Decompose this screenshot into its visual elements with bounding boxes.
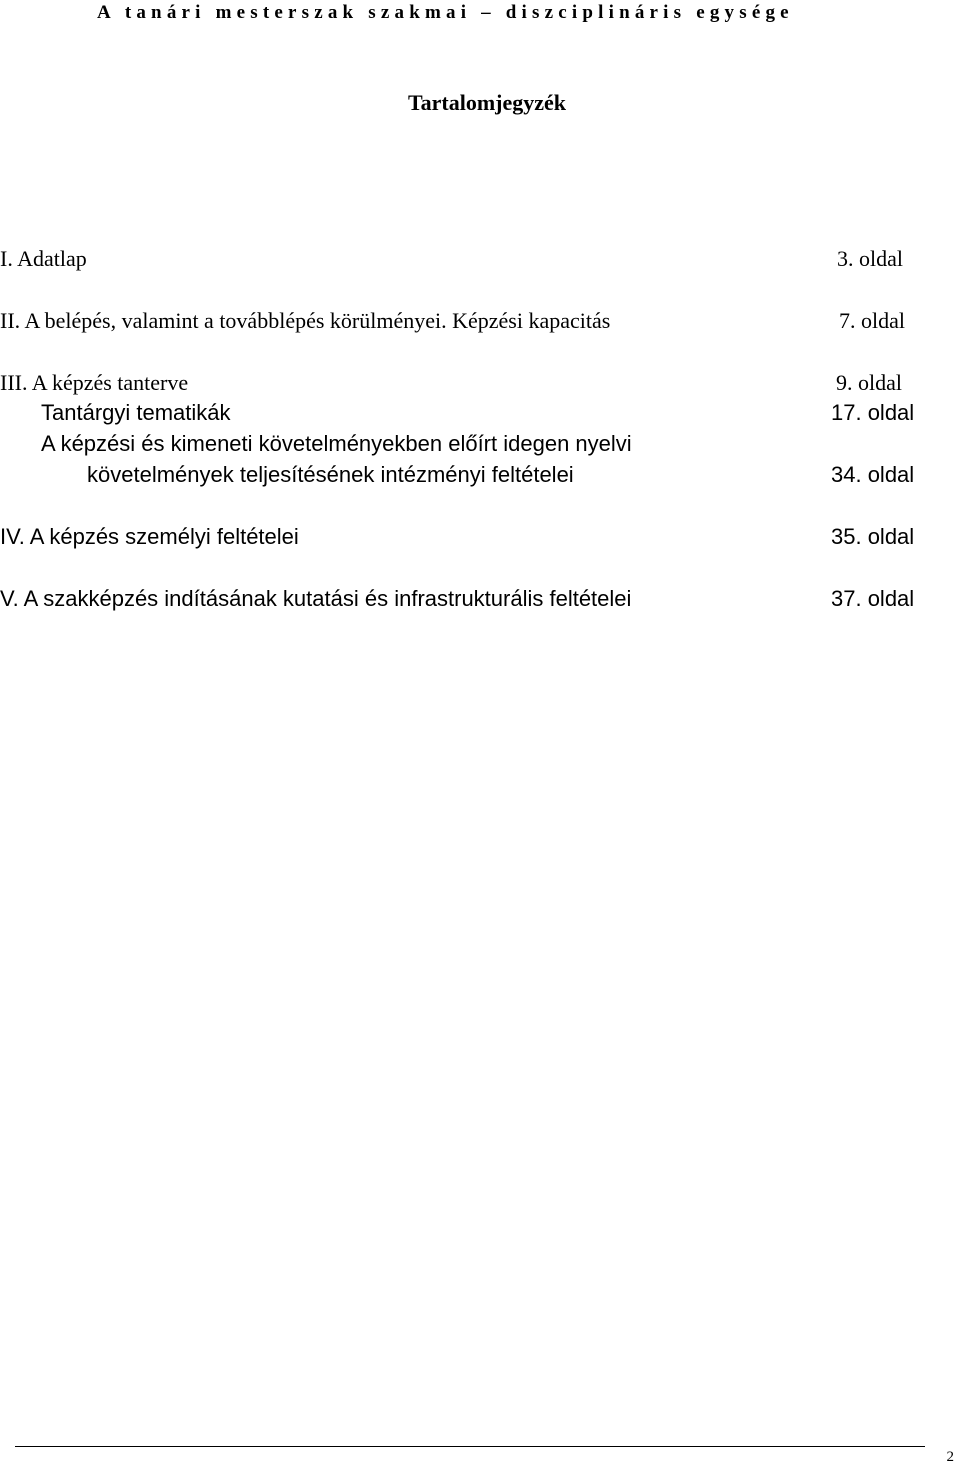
running-header: A tanári mesterszak szakmai – diszciplináris egysége [97,2,794,23]
toc-entry-label: I. Adatlap [0,246,87,271]
toc-entry-page: 37. oldal [831,586,915,611]
toc-entry-page: 9. oldal [836,370,902,395]
toc-entry-label-line1: A képzési és kimeneti követelményekben előírt idegen nyelvi [41,431,632,456]
toc-entry-label: IV. A képzés személyi feltételei [0,524,299,549]
toc-entry-label-line2: követelmények teljesítésének intézményi feltételei [87,462,574,487]
toc-entry-page: 7. oldal [839,308,905,333]
page-number: 2 [946,1449,954,1465]
footer-rule [15,1446,925,1447]
toc-entry-label: II. A belépés, valamint a továbblépés körülményei. Képzési kapacitás [0,308,611,333]
toc-entry-label: Tantárgyi tematikák [41,400,231,425]
toc-entry-page: 3. oldal [837,246,903,271]
toc-entry-page: 17. oldal [831,400,915,425]
toc-entry-page: 35. oldal [831,524,915,549]
toc-title: Tartalomjegyzék [407,90,567,115]
toc-entry-page: 34. oldal [831,462,915,487]
toc-entry-label: V. A szakképzés indításának kutatási és infrastrukturális feltételei [0,586,632,611]
toc-entry-label: III. A képzés tanterve [0,370,189,395]
